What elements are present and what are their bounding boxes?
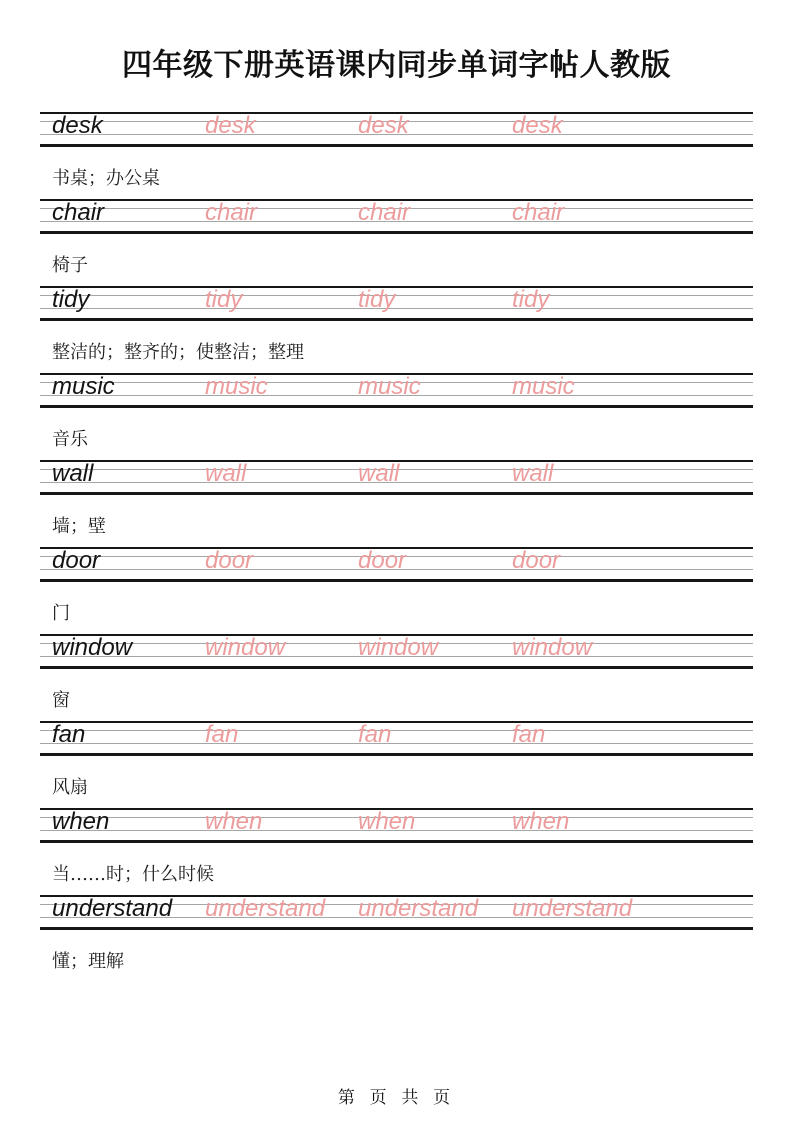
word-trace: window [358,634,439,661]
guide-line-bottom [40,840,753,843]
word-trace: understand [358,895,479,922]
word-entry [40,199,753,286]
guide-line-bottom [40,753,753,756]
guide-line-base [40,308,753,309]
entries [40,112,753,982]
word-trace: desk [512,112,563,139]
word-trace: music [512,373,575,400]
guide-line-bottom [40,405,753,408]
word-sample: understand [52,895,173,922]
word-trace: fan [512,721,546,748]
word-trace: window [512,634,593,661]
word-trace: chair [512,199,565,226]
word-trace: when [205,808,263,835]
word-trace: tidy [205,286,243,313]
word-entry [40,808,753,895]
word-trace: desk [358,112,409,139]
word-meaning: 门 [52,603,70,624]
word-trace: tidy [358,286,396,313]
word-trace: door [205,547,254,574]
word-trace: fan [358,721,392,748]
word-meaning: 当……时；什么时候 [52,864,214,885]
word-entry [40,112,753,199]
four-line-guide [40,286,753,321]
word-trace: when [512,808,570,835]
four-line-guide [40,373,753,408]
guide-line-upper [40,295,753,296]
guide-line-base [40,743,753,744]
word-trace: understand [512,895,633,922]
four-line-guide [40,547,753,582]
word-entry [40,460,753,547]
guide-line-bottom [40,144,753,147]
word-sample: door [52,547,101,574]
word-trace: desk [205,112,256,139]
four-line-guide [40,634,753,669]
guide-line-bottom [40,666,753,669]
four-line-guide [40,721,753,756]
word-entry [40,721,753,808]
word-sample: music [52,373,115,400]
word-trace: door [512,547,561,574]
word-sample: wall [52,460,94,487]
word-sample: fan [52,721,86,748]
page-footer: 第 页 共 页 [337,1088,456,1107]
word-trace: door [358,547,407,574]
word-entry [40,547,753,634]
word-trace: understand [205,895,326,922]
word-sample: window [52,634,133,661]
word-meaning: 书桌；办公桌 [52,168,160,189]
word-trace: music [205,373,268,400]
word-sample: when [52,808,110,835]
word-meaning: 风扇 [52,777,88,798]
four-line-guide [40,460,753,495]
word-trace: tidy [512,286,550,313]
word-sample: tidy [52,286,90,313]
guide-line-top [40,286,753,288]
word-trace: music [358,373,421,400]
word-entry [40,286,753,373]
four-line-guide [40,808,753,843]
word-trace: when [358,808,416,835]
word-entry [40,895,753,982]
guide-line-top [40,721,753,723]
word-meaning: 整洁的；整齐的；使整洁；整理 [52,342,304,363]
word-meaning: 音乐 [52,429,88,450]
page-title: 四年级下册英语课内同步单词字帖人教版 [122,49,671,82]
four-line-guide [40,199,753,234]
word-entry [40,373,753,460]
word-meaning: 懂；理解 [52,951,124,972]
word-trace: chair [205,199,258,226]
four-line-guide [40,895,753,930]
word-trace: fan [205,721,239,748]
guide-line-bottom [40,318,753,321]
word-trace: wall [358,460,400,487]
word-meaning: 墙；壁 [52,516,106,537]
word-sample: chair [52,199,105,226]
word-meaning: 窗 [52,690,70,711]
guide-line-bottom [40,927,753,930]
four-line-guide [40,112,753,147]
guide-line-bottom [40,231,753,234]
word-sample: desk [52,112,103,139]
guide-line-bottom [40,579,753,582]
word-meaning: 椅子 [52,255,88,276]
word-trace: wall [512,460,554,487]
word-entry [40,634,753,721]
word-trace: chair [358,199,411,226]
guide-line-upper [40,730,753,731]
word-trace: window [205,634,286,661]
guide-line-bottom [40,492,753,495]
word-trace: wall [205,460,247,487]
